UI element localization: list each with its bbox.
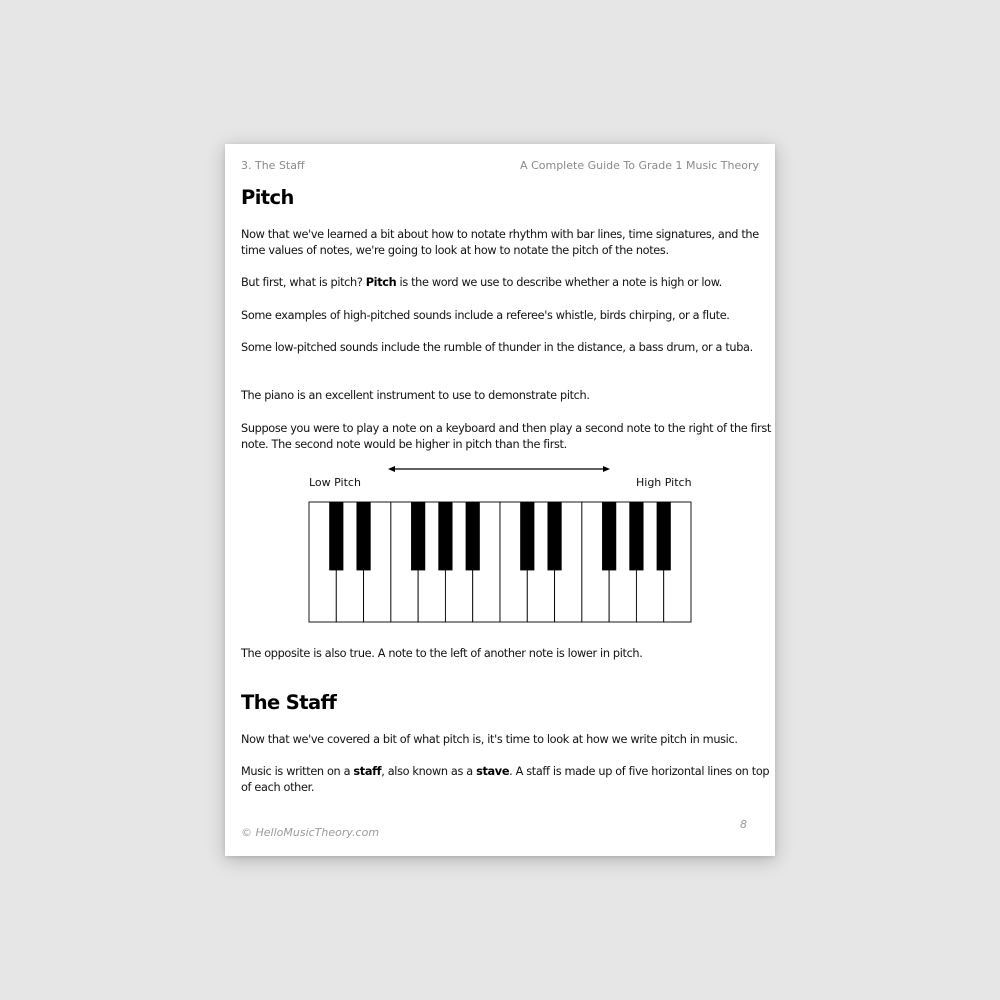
copyright-footer: © HelloMusicTheory.com bbox=[241, 826, 380, 839]
pitch-intro-paragraph: Now that we've learned a bit about how to notate rhythm with bar lines, time signatures, and the time values of notes, we're going to look at how to notate the pitch of the notes. bbox=[241, 228, 759, 257]
pitch-heading: Pitch bbox=[241, 186, 294, 209]
running-header-chapter: 3. The Staff bbox=[241, 159, 305, 172]
black-key bbox=[411, 502, 425, 570]
text-run: is the word we use to describe whether a note is high or low. bbox=[396, 276, 722, 289]
black-key bbox=[329, 502, 343, 570]
black-key bbox=[547, 502, 561, 570]
text-run: , also known as a bbox=[381, 765, 477, 778]
text-run: . A staff is made up of five horizontal lines on top of each other. bbox=[241, 765, 770, 794]
black-key bbox=[356, 502, 370, 570]
bold-term-stave: stave bbox=[476, 765, 510, 778]
black-key bbox=[629, 502, 643, 570]
black-key bbox=[657, 502, 671, 570]
pitch-definition-paragraph bbox=[241, 275, 781, 291]
black-key bbox=[438, 502, 452, 570]
low-pitch-label: Low Pitch bbox=[309, 476, 361, 489]
page-number: 8 bbox=[740, 818, 747, 831]
low-pitch-examples-paragraph: Some low-pitched sounds include the rumble of thunder in the distance, a bass drum, or a tuba. bbox=[241, 341, 753, 354]
text-run: Music is written on a bbox=[241, 765, 354, 778]
opposite-pitch-paragraph: The opposite is also true. A note to the left of another note is lower in pitch. bbox=[241, 647, 643, 660]
text-run: But first, what is pitch? bbox=[241, 276, 366, 289]
piano-paragraph: The piano is an excellent instrument to use to demonstrate pitch. bbox=[241, 389, 590, 402]
bold-term-pitch: Pitch bbox=[365, 276, 397, 289]
black-key bbox=[466, 502, 480, 570]
running-header-book-title: A Complete Guide To Grade 1 Music Theory bbox=[520, 159, 759, 172]
staff-intro-paragraph: Now that we've covered a bit of what pitch is, it's time to look at how we write pitch in music. bbox=[241, 733, 738, 746]
piano-keyboard-illustration bbox=[309, 502, 691, 622]
staff-definition-paragraph bbox=[241, 764, 781, 796]
bold-term-staff: staff bbox=[353, 765, 382, 778]
black-key bbox=[520, 502, 534, 570]
staff-heading: The Staff bbox=[241, 691, 337, 714]
keyboard-example-paragraph: Suppose you were to play a note on a keyboard and then play a second note to the right of the first note. The second note would be higher in pitch than the first. bbox=[241, 422, 771, 451]
black-key bbox=[602, 502, 616, 570]
pitch-direction-arrow bbox=[388, 465, 610, 473]
high-pitch-examples-paragraph: Some examples of high-pitched sounds include a referee's whistle, birds chirping, or a flute. bbox=[241, 309, 730, 322]
document-page bbox=[225, 144, 775, 856]
high-pitch-label: High Pitch bbox=[636, 476, 692, 489]
